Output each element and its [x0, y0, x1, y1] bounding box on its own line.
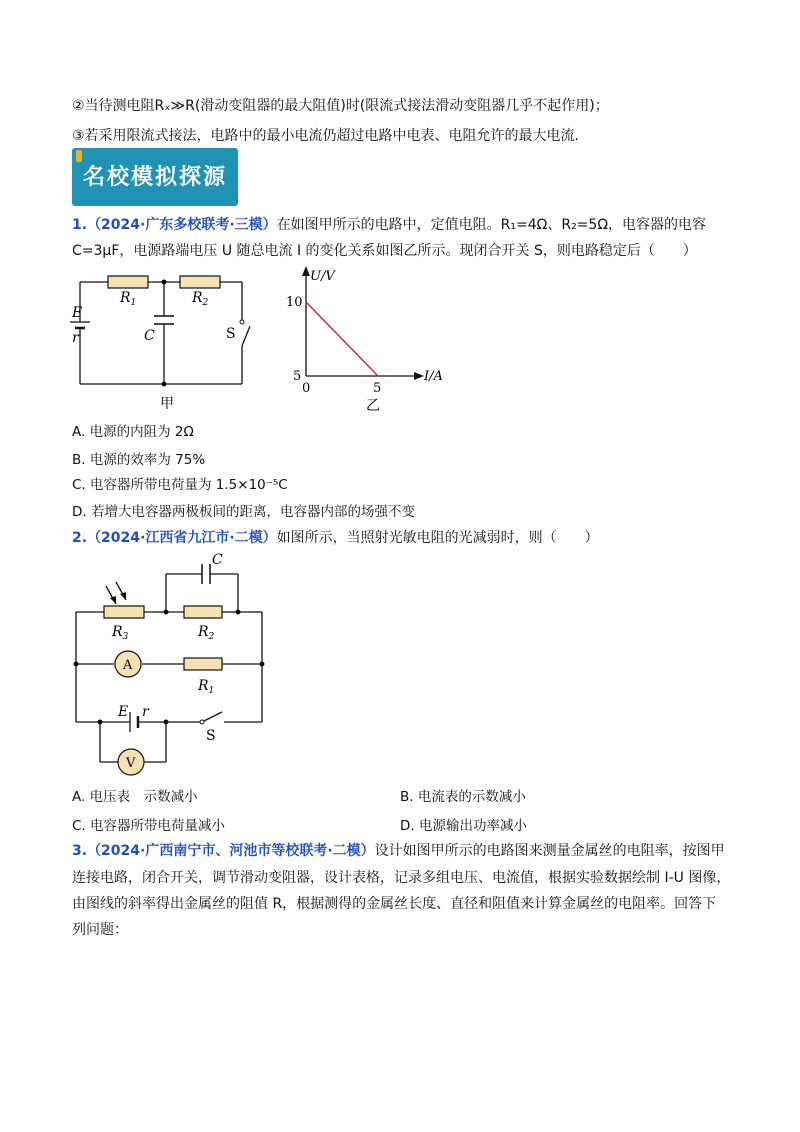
q1-fig-b-caption: 乙 [366, 398, 380, 412]
q2-r1-label: $R_1$ [198, 678, 215, 696]
q1-graph-x5: 5 [373, 381, 382, 396]
q1-option-c[interactable]: C. 电容器所带电荷量为 1.5×10⁻⁵C [72, 477, 288, 493]
q1-c-label: C [144, 328, 155, 344]
q2-option-b[interactable]: B. 电流表的示数减小 [400, 789, 526, 805]
q3-line2: 连接电路，闭合开关，调节滑动变阻器，设计表格，记录多组电压、电流值，根据实验数据绘制 I-U 图像， [72, 870, 731, 886]
q2-text: 如图所示，当照射光敏电阻的光减弱时，则（ ） [276, 530, 599, 546]
banner-title: 名校模拟探源 [82, 165, 227, 190]
q2-r-label: r [142, 704, 149, 720]
q2-circuit-diagram [66, 552, 276, 777]
q2-number: 2. [72, 530, 88, 546]
q2-option-d[interactable]: D. 电源输出功率减小 [400, 818, 527, 834]
q1-graph-x0: 0 [302, 381, 311, 396]
q1-fig-a-caption: 甲 [160, 396, 174, 412]
q1-graph-y5: 5 [293, 369, 302, 384]
q2-e-label: E [118, 704, 129, 720]
q1-ui-graph [278, 262, 458, 412]
q1-ui-line [306, 302, 378, 376]
q1-r2-label: $R_2$ [192, 290, 209, 308]
q1-line2: C=3μF，电源路端电压 U 随总电流 I 的变化关系如图乙所示。现闭合开关 S，则电路稳定后（ ） [72, 243, 697, 259]
q1-graph-xlabel: I/A [424, 369, 443, 384]
q3-line1 [72, 841, 725, 861]
q1-text1: 在如图甲所示的电路中，定值电阻。R₁=4Ω、R₂=5Ω，电容器的电容 [276, 217, 707, 233]
q2-s-label: S [206, 728, 216, 744]
q1-option-a[interactable]: A. 电源的内阻为 2Ω [72, 424, 194, 440]
q3-line4: 列问题： [72, 922, 128, 938]
q3-number: 3. [72, 843, 88, 859]
q1-line1 [72, 215, 706, 235]
q1-graph-ylabel: U/V [310, 269, 335, 284]
q1-circuit-diagram [60, 262, 270, 412]
q2-line1 [72, 528, 599, 548]
q1-r-label: r [72, 330, 79, 346]
q1-s-label: S [226, 326, 236, 342]
q1-option-b[interactable]: B. 电源的效率为 75% [72, 452, 206, 468]
q2-source: （2024·江西省九江市·二模） [87, 530, 277, 546]
q1-e-label: E [72, 305, 83, 321]
q2-option-a[interactable]: A. 电压表 示数减小 [72, 789, 198, 805]
q1-graph-y10: 10 [286, 295, 303, 310]
q2-c-label: C [212, 552, 223, 568]
q3-source: （2024·广西南宁市、河池市等校联考·二模） [87, 843, 375, 859]
q1-r1-label: $R_1$ [120, 290, 137, 308]
q2-ammeter-label: A [123, 658, 133, 673]
q2-r2-label: $R_2$ [198, 624, 215, 642]
q3-line3: 由图线的斜率得出金属丝的阻值 R，根据测得的金属丝长度、直径和阻值来计算金属丝的电阻率。回答下 [72, 896, 717, 912]
q2-option-c[interactable]: C. 电容器所带电荷量减小 [72, 818, 226, 834]
q1-source: （2024·广东多校联考·三模） [87, 217, 277, 233]
q1-number: 1. [72, 217, 88, 233]
q1-option-d[interactable]: D. 若增大电容器两极板间的距离，电容器内部的场强不变 [72, 504, 415, 520]
note-2: ②当待测电阻Rₓ≫R(滑动变阻器的最大阻值)时(限流式接法滑动变阻器几乎不起作用)； [72, 98, 609, 114]
note-3: ③若采用限流式接法，电路中的最小电流仍超过电路中电表、电阻允许的最大电流. [72, 128, 579, 144]
q2-voltmeter-label: V [126, 756, 136, 771]
q3-text1: 设计如图甲所示的电路图来测量金属丝的电阻率，按图甲 [374, 843, 725, 859]
q2-r3-label: $R_3$ [112, 624, 129, 642]
